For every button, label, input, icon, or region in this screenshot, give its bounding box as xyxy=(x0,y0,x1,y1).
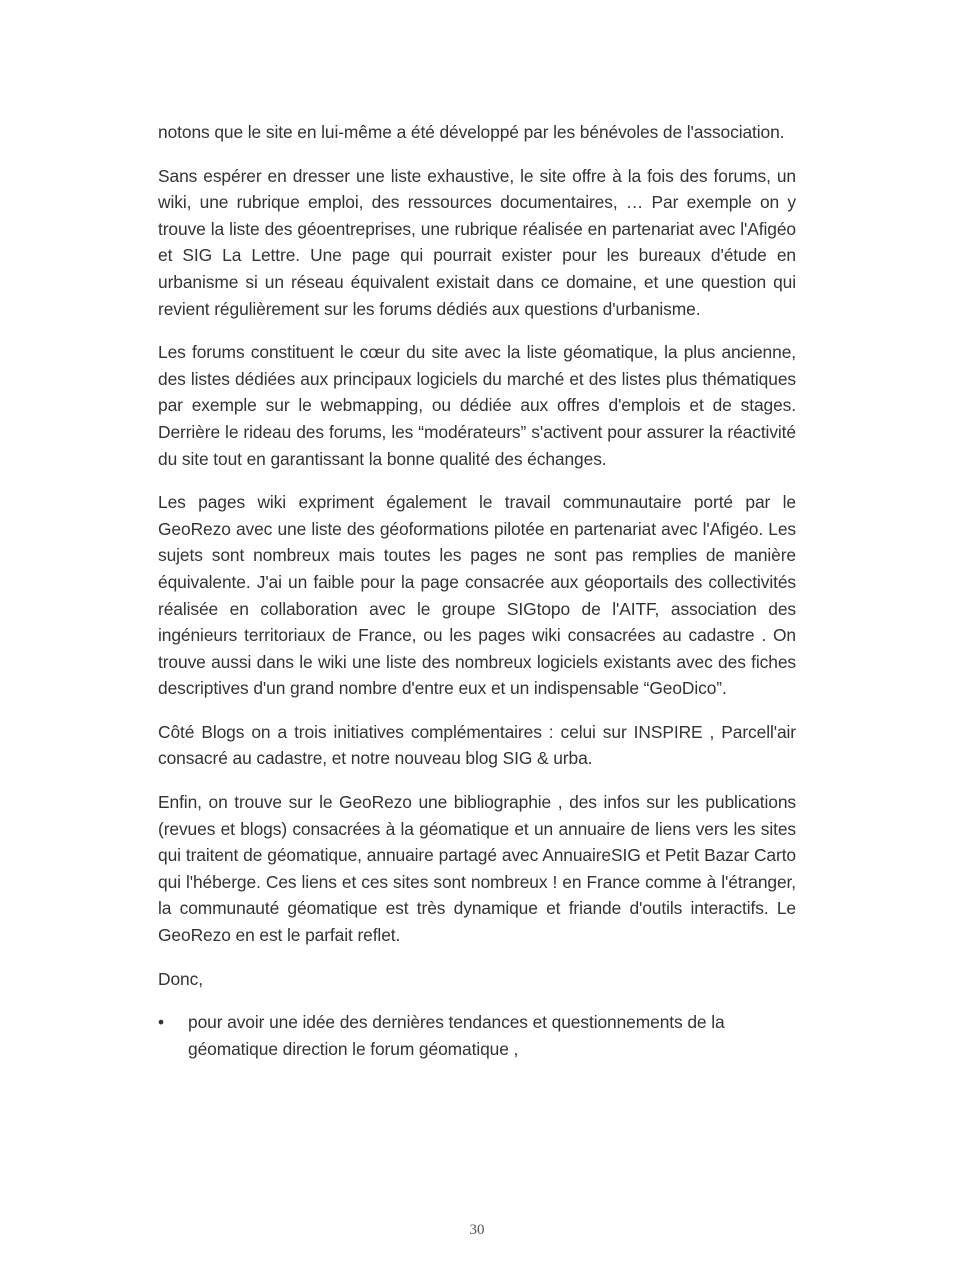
paragraph: Sans espérer en dresser une liste exhaustive, le site offre à la fois des forums, un wiki, une rubrique emploi, des ressources documentaires, … Par exemple on y trouve la liste des géoentreprises, une rubrique réalisée en partenariat avec l'Afigéo et SIG La Lettre. Une page qui pourrait exister pour les bureaux d'étude en urbanisme si un réseau équivalent existait dans ce domaine, et une question qui revient régulièrement sur les forums dédiés aux questions d'urbanisme. xyxy=(158,165,796,319)
paragraph: Les forums constituent le cœur du site avec la liste géomatique, la plus ancienne, des listes dédiées aux principaux logiciels du marché et des listes plus thématiques par exemple sur le webmapping, ou dédiée aux offres d'emplois et de stages. Derrière le rideau des forums, les “modérateurs” s'activent pour assurer la réactivité du site tout en garantissant la bonne qualité des échanges. xyxy=(158,342,796,469)
paragraph: Les pages wiki expriment également le travail communautaire porté par le GeoRezo avec une liste des géoformations pilotée en partenariat avec l'Afigéo. Les sujets sont nombreux mais toutes les pages ne sont pas remplies de manière équivalente. J'ai un faible pour la page consacrée aux géoportails des collectivités réalisée en collaboration avec le groupe SIGtopo de l'AITF, association des ingénieurs territoriaux de France, ou les pages wiki consacrées au cadastre . On trouve aussi dans le wiki une liste des nombreux logiciels existants avec des fiches descriptives d'un grand nombre d'entre eux et un indispensable “GeoDico”. xyxy=(158,492,796,699)
paragraph: Côté Blogs on a trois initiatives complémentaires : celui sur INSPIRE , Parcell'air consacré au cadastre, et notre nouveau blog SIG & urba. xyxy=(158,721,796,769)
page-number: 30 xyxy=(469,1222,485,1238)
list-item-text: pour avoir une idée des dernières tendances et questionnements de la géomatique direction le forum géomatique , xyxy=(188,1012,725,1059)
bullet-list xyxy=(158,1009,796,1062)
paragraph: Enfin, on trouve sur le GeoRezo une bibliographie , des infos sur les publications (revues et blogs) consacrées à la géomatique et un annuaire de liens vers les sites qui traitent de géomatique, annuaire partagé avec AnnuaireSIG et Petit Bazar Carto qui l'héberge. Ces liens et ces sites sont nombreux ! en France comme à l'étranger, la communauté géomatique est très dynamique et friande d'outils interactifs. Le GeoRezo en est le parfait reflet. xyxy=(158,792,796,946)
paragraph: notons que le site en lui-même a été développé par les bénévoles de l'association. xyxy=(158,122,785,142)
bullet-icon: • xyxy=(158,1012,164,1033)
page-body xyxy=(158,119,796,1062)
paragraph: Donc, xyxy=(158,968,203,989)
list-item xyxy=(158,1009,796,1062)
